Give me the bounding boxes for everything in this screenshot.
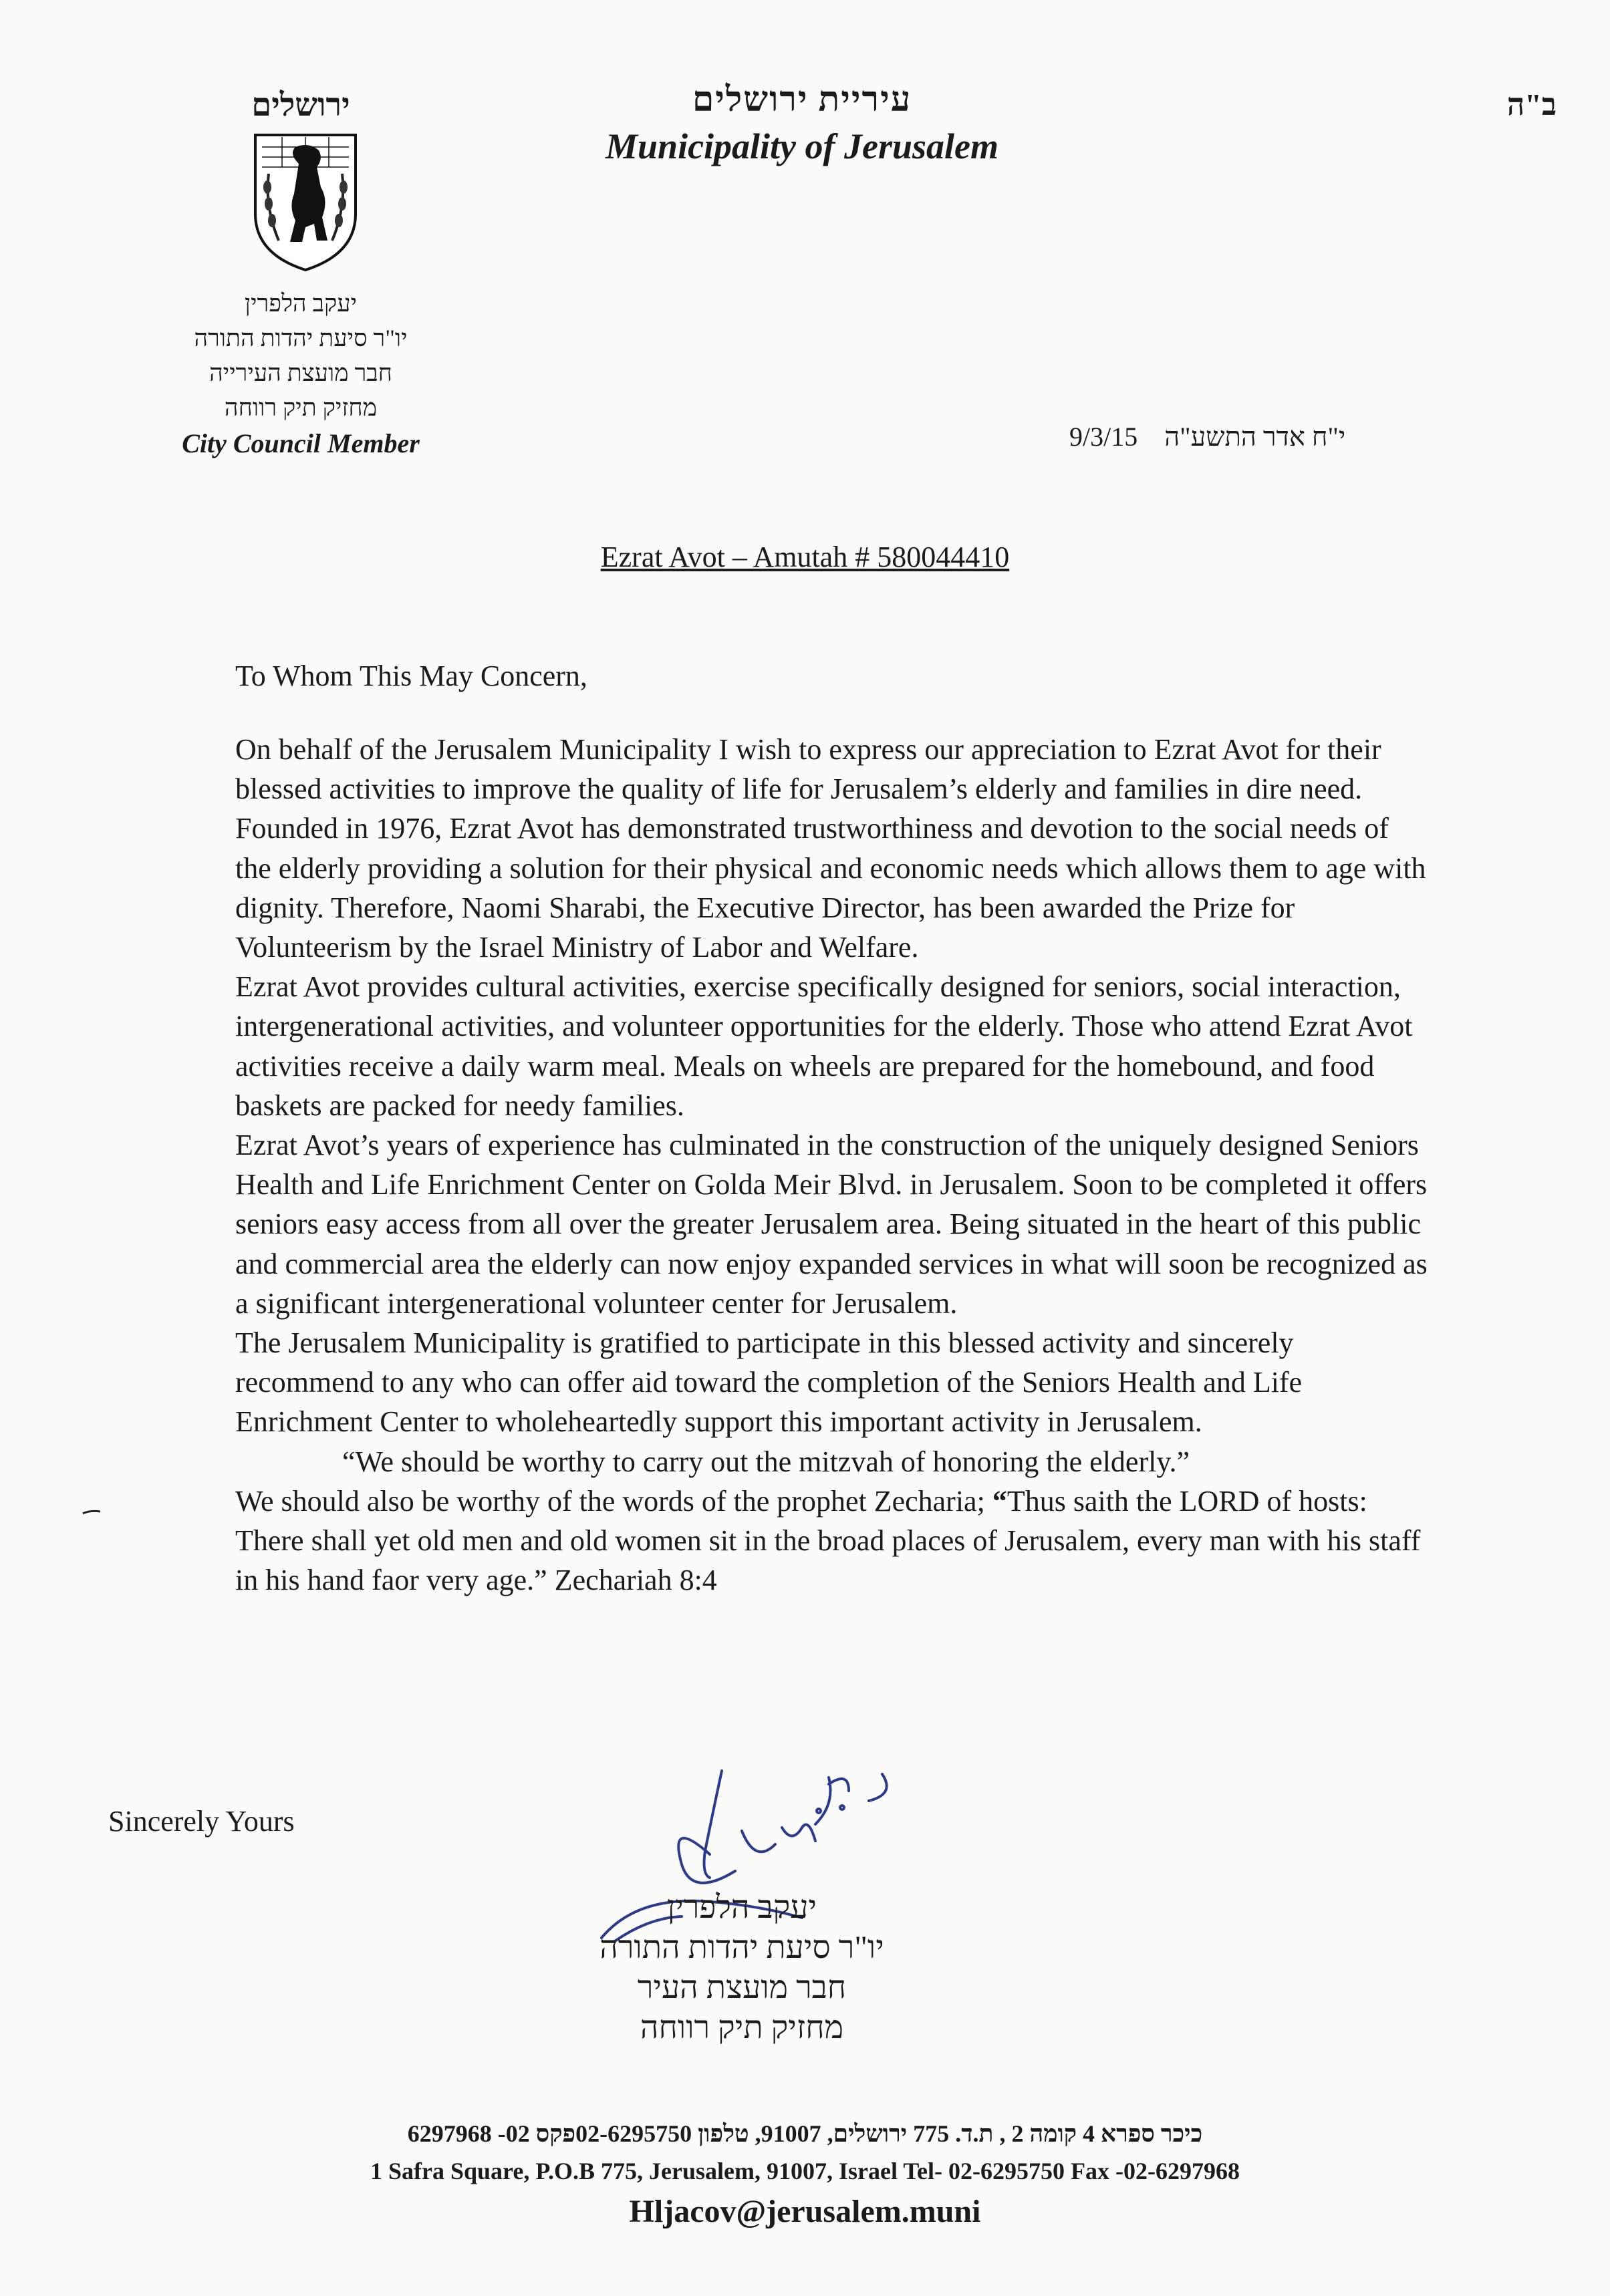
ink-mark-icon xyxy=(82,1509,102,1516)
footer-hebrew-address: כיכר ספרא 4 קומה 2 , ת.ד. 775 ירושלים, 91007, טלפון 02-6295750פקס 02- 6297968 xyxy=(407,2120,1203,2147)
zecharia-lead: We should also be worthy of the words of the prophet Zecharia; xyxy=(235,1484,992,1518)
bh-mark: ב"ה xyxy=(1506,88,1557,122)
zecharia-rest: Thus saith the LORD of hosts: There shall yet old men and old women sit in the broad places of Jerusalem, every man with his staff in his hand faor very age.” Zechariah 8:4 xyxy=(235,1484,1421,1597)
paragraph-activities: Ezrat Avot provides cultural activities, exercise specifically designed for seniors, social interaction, intergenerational activities, and volunteer opportunities for the elderly. Those who attend Ezrat Avot activities receive a daily warm meal. Meals on wheels are prepared for the homebound, and food baskets are packed for needy families. xyxy=(235,970,1413,1122)
city-hebrew-label: ירושלים xyxy=(251,88,350,123)
member-line-4: מחזיק תיק רווחה xyxy=(224,394,378,421)
paragraph-zecharia xyxy=(235,1481,1432,1600)
member-line-1: יעקב הלפרין xyxy=(244,290,358,317)
quote-line: “We should be worthy to carry out the mitzvah of honoring the elderly.” xyxy=(342,1445,1190,1478)
member-line-3: חבר מועצת העירייה xyxy=(209,360,392,386)
paragraph-appreciation: On behalf of the Jerusalem Municipality I wish to express our appreciation to Ezrat Avot for their blessed activities to improve the quality of life for Jerusalem’s elderly and families in dire need. xyxy=(235,733,1381,806)
letter-body xyxy=(235,730,1432,1600)
letter-subject: Ezrat Avot – Amutah # 580044410 xyxy=(600,541,1010,573)
letter-date xyxy=(1069,421,1403,452)
municipality-hebrew-title: עיריית ירושלים xyxy=(692,81,912,119)
council-member-english-title: City Council Member xyxy=(182,428,420,458)
salutation: To Whom This May Concern, xyxy=(235,660,587,692)
signature-title-block xyxy=(548,1888,936,2048)
sincerely-closing: Sincerely Yours xyxy=(108,1805,295,1838)
member-line-2: יו"ר סיעת יהדות התורה xyxy=(194,325,408,351)
date-hebrew: י"ח אדר התשע"ה xyxy=(1164,422,1346,452)
signature-line-3: חבר מועצת העיר xyxy=(637,1970,847,2005)
municipality-english-title: Municipality of Jerusalem xyxy=(605,126,998,166)
signature-line-1: יעקב הלפרין xyxy=(666,1890,817,1925)
paragraph-founded: Founded in 1976, Ezrat Avot has demonstrated trustworthiness and devotion to the social needs of the elderly providing a solution for their physical and economic needs which allows them to age with dignity. Therefore, Naomi Sharabi, the Executive Director, has been awarded the Prize for Volunteerism by the Israel Ministry of Labor and Welfare. xyxy=(235,812,1426,964)
jerusalem-lion-crest-icon xyxy=(242,127,369,274)
paragraph-center: Ezrat Avot’s years of experience has culminated in the construction of the uniquely designed Seniors Health and Life Enrichment Center on Golda Meir Blvd. in Jerusalem. Soon to be completed it offers seniors easy access from all over the greater Jerusalem area. Being situated in the heart of this public and commercial area the elderly can now enjoy expanded services in what will soon be recognized as a significant intergenerational volunteer center for Jerusalem. xyxy=(235,1129,1428,1320)
paragraph-recommendation: The Jerusalem Municipality is gratified to participate in this blessed activity and sincerely recommend to any who can offer aid toward the completion of the Seniors Health and Life Enrichment Center to wholeheartedly support this important activity in Jerusalem. xyxy=(235,1326,1303,1439)
signature-line-2: יו"ר סיעת יהדות התורה xyxy=(599,1930,884,1965)
footer-english-address: 1 Safra Square, P.O.B 775, Jerusalem, 91007, Israel Tel- 02-6295750 Fax -02-6297968 xyxy=(370,2158,1240,2184)
signature-line-4: מחזיק תיק רווחה xyxy=(640,2010,844,2045)
zecharia-quote-mark: “ xyxy=(992,1484,1007,1518)
footer-email: Hljacov@jerusalem.muni xyxy=(629,2194,981,2229)
date-numeric: 9/3/15 xyxy=(1069,422,1138,452)
council-member-hebrew-block xyxy=(134,286,468,425)
